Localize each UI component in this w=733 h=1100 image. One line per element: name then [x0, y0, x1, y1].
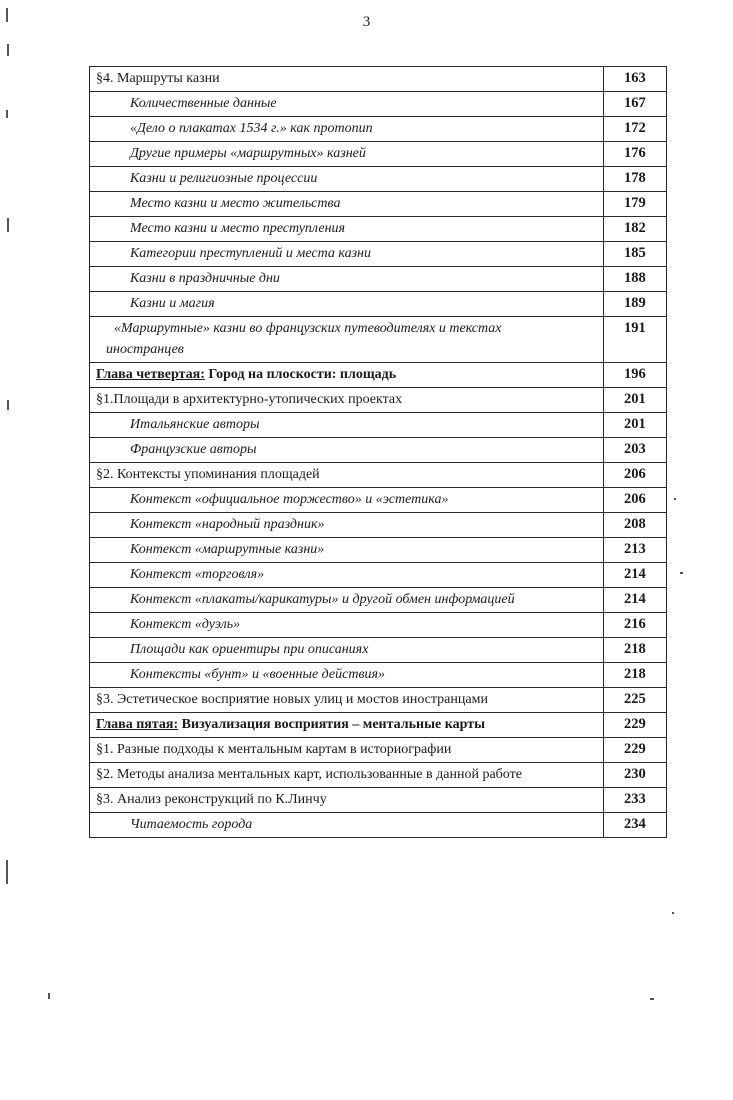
toc-entry-title	[90, 117, 604, 142]
entry-text: §3. Эстетическое восприятие новых улиц и мостов иностранцами	[96, 692, 488, 707]
toc-entry-page-number: 230	[603, 763, 666, 788]
entry-text: Читаемость города	[130, 817, 253, 832]
entry-text: Количественные данные	[130, 96, 277, 111]
scan-speck	[7, 218, 9, 232]
section-row	[90, 763, 667, 788]
toc-body	[90, 67, 667, 838]
toc-entry-page-number: 188	[603, 267, 666, 292]
scan-speck	[7, 44, 9, 56]
toc-entry-page-number: 229	[603, 738, 666, 763]
toc-entry-page-number: 214	[603, 563, 666, 588]
scan-speck	[650, 998, 654, 1000]
toc-entry-title	[90, 813, 604, 838]
table-of-contents	[89, 66, 667, 838]
entry-text: «Дело о плакатах 1534 г.» как протоnип	[130, 121, 373, 136]
subsection-row	[90, 588, 667, 613]
entry-text: §2. Методы анализа ментальных карт, использованные в данной работе	[96, 767, 522, 782]
chapter-row	[90, 713, 667, 738]
scan-speck	[674, 498, 676, 500]
scan-speck	[6, 8, 8, 22]
toc-entry-page-number: 206	[603, 463, 666, 488]
scan-speck	[48, 993, 50, 999]
entry-text: §2. Контексты упоминания площадей	[96, 467, 320, 482]
subsection-row	[90, 317, 667, 363]
toc-entry-page-number: 191	[603, 317, 666, 363]
toc-entry-title	[90, 513, 604, 538]
entry-text: Контекст «маршрутные казни»	[130, 542, 325, 557]
entry-text: §3. Анализ реконструкций по К.Линчу	[96, 792, 327, 807]
toc-entry-page-number: 213	[603, 538, 666, 563]
toc-entry-title	[90, 688, 604, 713]
entry-text: §1.Площади в архитектурно-утопических проектах	[96, 392, 403, 407]
entry-text: Контекст «дуэль»	[130, 617, 241, 632]
entry-text: Площади как ориентиры при описаниях	[130, 642, 369, 657]
subsection-row	[90, 813, 667, 838]
subsection-row	[90, 92, 667, 117]
toc-entry-title	[90, 92, 604, 117]
subsection-row	[90, 438, 667, 463]
subsection-row	[90, 267, 667, 292]
chapter-title: Город на плоскости: площадь	[204, 367, 397, 382]
toc-entry-title	[90, 538, 604, 563]
toc-entry-page-number: 167	[603, 92, 666, 117]
toc-entry-title	[90, 217, 604, 242]
entry-text: Контекст «официальное торжество» и «эстетика»	[130, 492, 449, 507]
entry-text: Казни и магия	[130, 296, 215, 311]
toc-entry-title	[90, 438, 604, 463]
toc-entry-title	[90, 738, 604, 763]
subsection-row	[90, 192, 667, 217]
toc-entry-title	[90, 563, 604, 588]
entry-text-continued: иностранцев	[106, 342, 184, 357]
toc-entry-title	[90, 763, 604, 788]
toc-entry-title	[90, 267, 604, 292]
entry-text: Контекст «народный праздник»	[130, 517, 325, 532]
entry-text: Казни в праздничные дни	[130, 271, 280, 286]
subsection-row	[90, 167, 667, 192]
toc-entry-page-number: 182	[603, 217, 666, 242]
toc-entry-title	[90, 588, 604, 613]
subsection-row	[90, 242, 667, 267]
toc-entry-title	[90, 167, 604, 192]
subsection-row	[90, 538, 667, 563]
scan-speck	[6, 110, 8, 118]
entry-text: Итальянские авторы	[130, 417, 260, 432]
toc-entry-page-number: 229	[603, 713, 666, 738]
toc-entry-page-number: 214	[603, 588, 666, 613]
section-row	[90, 688, 667, 713]
subsection-row	[90, 513, 667, 538]
toc-entry-page-number: 201	[603, 413, 666, 438]
scan-speck	[672, 912, 674, 914]
subsection-row	[90, 613, 667, 638]
toc-entry-title	[90, 388, 604, 413]
toc-entry-title	[90, 713, 604, 738]
toc-entry-title	[90, 292, 604, 317]
section-row	[90, 738, 667, 763]
scan-speck	[6, 860, 8, 884]
toc-entry-page-number: 163	[603, 67, 666, 92]
toc-entry-title	[90, 613, 604, 638]
entry-text: Контексты «бунт» и «военные действия»	[130, 667, 386, 682]
scan-speck	[680, 572, 683, 574]
entry-text: Место казни и место жительства	[130, 196, 341, 211]
toc-entry-title	[90, 788, 604, 813]
toc-entry-page-number: 203	[603, 438, 666, 463]
toc-entry-title	[90, 413, 604, 438]
entry-text: Контекст «плакаты/карикатуры» и другой обмен информацией	[130, 592, 515, 607]
entry-text: §4. Маршруты казни	[96, 71, 220, 86]
toc-entry-page-number: 218	[603, 663, 666, 688]
toc-entry-page-number: 234	[603, 813, 666, 838]
toc-entry-page-number: 176	[603, 142, 666, 167]
subsection-row	[90, 142, 667, 167]
subsection-row	[90, 488, 667, 513]
toc-entry-page-number: 201	[603, 388, 666, 413]
entry-text: Место казни и место преступления	[130, 221, 346, 236]
toc-entry-page-number: 216	[603, 613, 666, 638]
chapter-title: Визуализация восприятия – ментальные карты	[178, 717, 486, 732]
toc-entry-title	[90, 67, 604, 92]
entry-text: §1. Разные подходы к ментальным картам в историографии	[96, 742, 452, 757]
page-number: 3	[362, 14, 371, 30]
entry-text: Казни и религиозные процессии	[130, 171, 318, 186]
subsection-row	[90, 413, 667, 438]
section-row	[90, 388, 667, 413]
entry-text: Другие примеры «маршрутных» казней	[130, 146, 366, 161]
toc-entry-title	[90, 242, 604, 267]
entry-text: Категории преступлений и места казни	[130, 246, 371, 261]
subsection-row	[90, 563, 667, 588]
chapter-label: Глава четвертая:	[96, 367, 205, 382]
chapter-row	[90, 363, 667, 388]
chapter-label: Глава пятая:	[96, 717, 179, 732]
toc-entry-page-number: 179	[603, 192, 666, 217]
entry-text: Французские авторы	[130, 442, 257, 457]
toc-entry-page-number: 185	[603, 242, 666, 267]
toc-entry-page-number: 189	[603, 292, 666, 317]
toc-entry-title	[90, 317, 604, 363]
subsection-row	[90, 217, 667, 242]
toc-entry-page-number: 218	[603, 638, 666, 663]
toc-entry-title	[90, 638, 604, 663]
toc-entry-page-number: 178	[603, 167, 666, 192]
toc-entry-page-number: 233	[603, 788, 666, 813]
toc-entry-title	[90, 463, 604, 488]
subsection-row	[90, 663, 667, 688]
toc-entry-page-number: 196	[603, 363, 666, 388]
subsection-row	[90, 292, 667, 317]
toc-entry-title	[90, 488, 604, 513]
subsection-row	[90, 638, 667, 663]
toc-entry-title	[90, 663, 604, 688]
toc-entry-page-number: 206	[603, 488, 666, 513]
subsection-row	[90, 117, 667, 142]
toc-entry-title	[90, 363, 604, 388]
toc-entry-title	[90, 142, 604, 167]
toc-entry-title	[90, 192, 604, 217]
section-row	[90, 463, 667, 488]
entry-text: «Маршрутные» казни во французских путеводителях и текстах	[114, 321, 502, 336]
scan-speck	[7, 400, 9, 410]
toc-entry-page-number: 172	[603, 117, 666, 142]
toc-entry-page-number: 225	[603, 688, 666, 713]
section-row	[90, 788, 667, 813]
section-row	[90, 67, 667, 92]
toc-entry-page-number: 208	[603, 513, 666, 538]
entry-text: Контекст «торговля»	[130, 567, 265, 582]
